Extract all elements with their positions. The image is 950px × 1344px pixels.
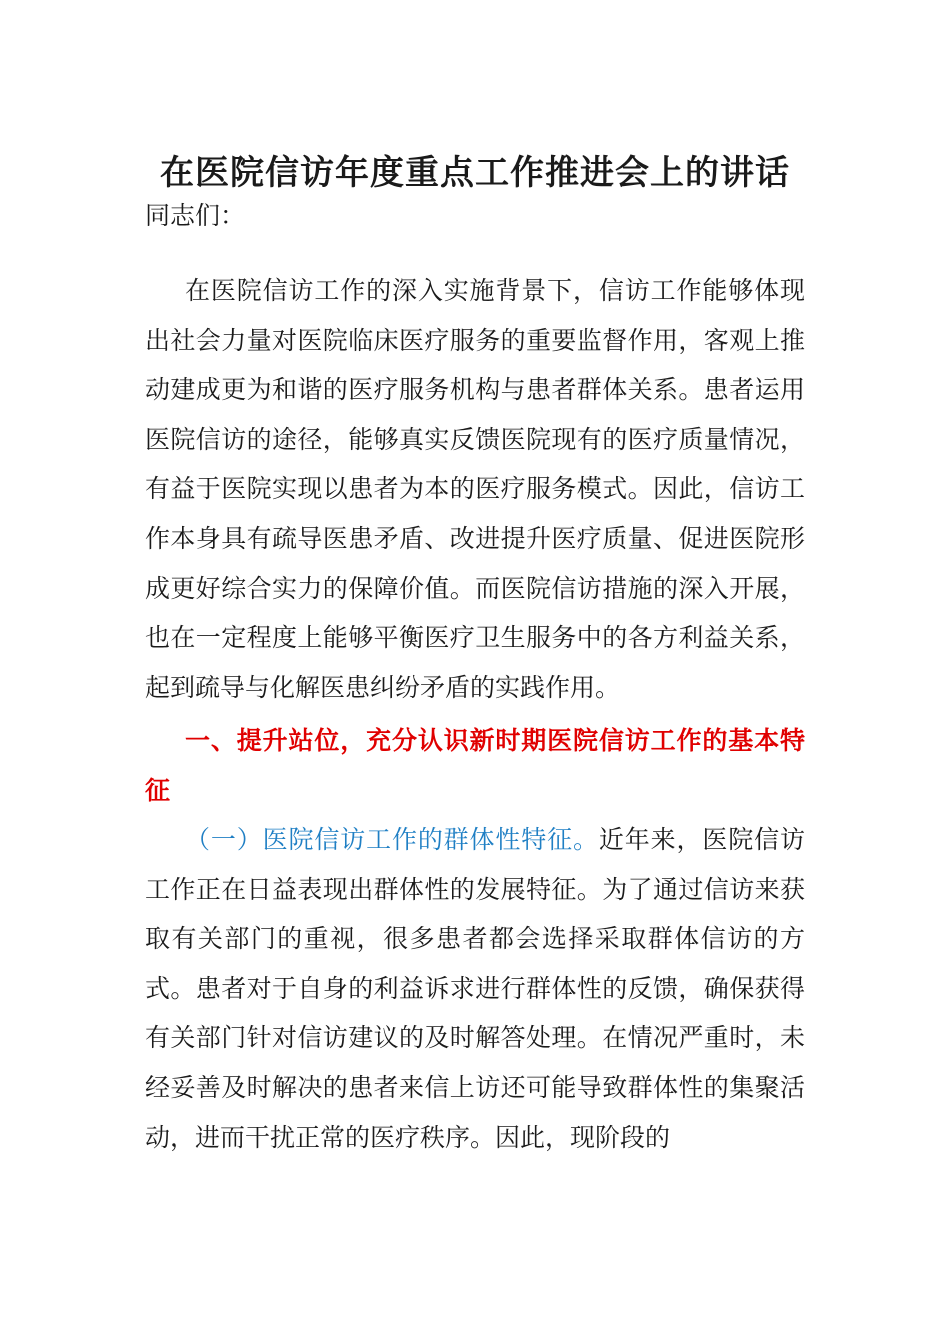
subsection-heading-1: （一）医院信访工作的群体性特征。 — [185, 825, 599, 854]
paragraph-section-1-1 — [145, 815, 805, 1162]
paragraph-intro: 在医院信访工作的深入实施背景下，信访工作能够体现出社会力量对医院临床医疗服务的重要监督作用，客观上推动建成更为和谐的医疗服务机构与患者群体关系。患者运用医院信访的途径，能够真实反馈医院现有的医疗质量情况，有益于医院实现以患者为本的医疗服务模式。因此，信访工作本身具有疏导医患矛盾、改进提升医疗质量、促进医院形成更好综合实力的保障价值。而医院信访措施的深入开展，也在一定程度上能够平衡医疗卫生服务中的各方利益关系，起到疏导与化解医患纠纷矛盾的实践作用。 — [145, 276, 805, 702]
paragraph-section-1-1-text: 近年来，医院信访工作正在日益表现出群体性的发展特征。为了通过信访来获取有关部门的重视，很多患者都会选择采取群体信访的方式。患者对于自身的利益诉求进行群体性的反馈，确保获得有关部门针对信访建议的及时解答处理。在情况严重时，未经妥善及时解决的患者来信上访还可能导致群体性的集聚活动，进而干扰正常的医疗秩序。因此，现阶段的 — [145, 825, 805, 1152]
section-heading-1: 一、提升站位，充分认识新时期医院信访工作的基本特征 — [145, 726, 805, 805]
salutation: 同志们： — [145, 201, 246, 230]
document-title: 在医院信访年度重点工作推进会上的讲话 — [160, 153, 790, 193]
